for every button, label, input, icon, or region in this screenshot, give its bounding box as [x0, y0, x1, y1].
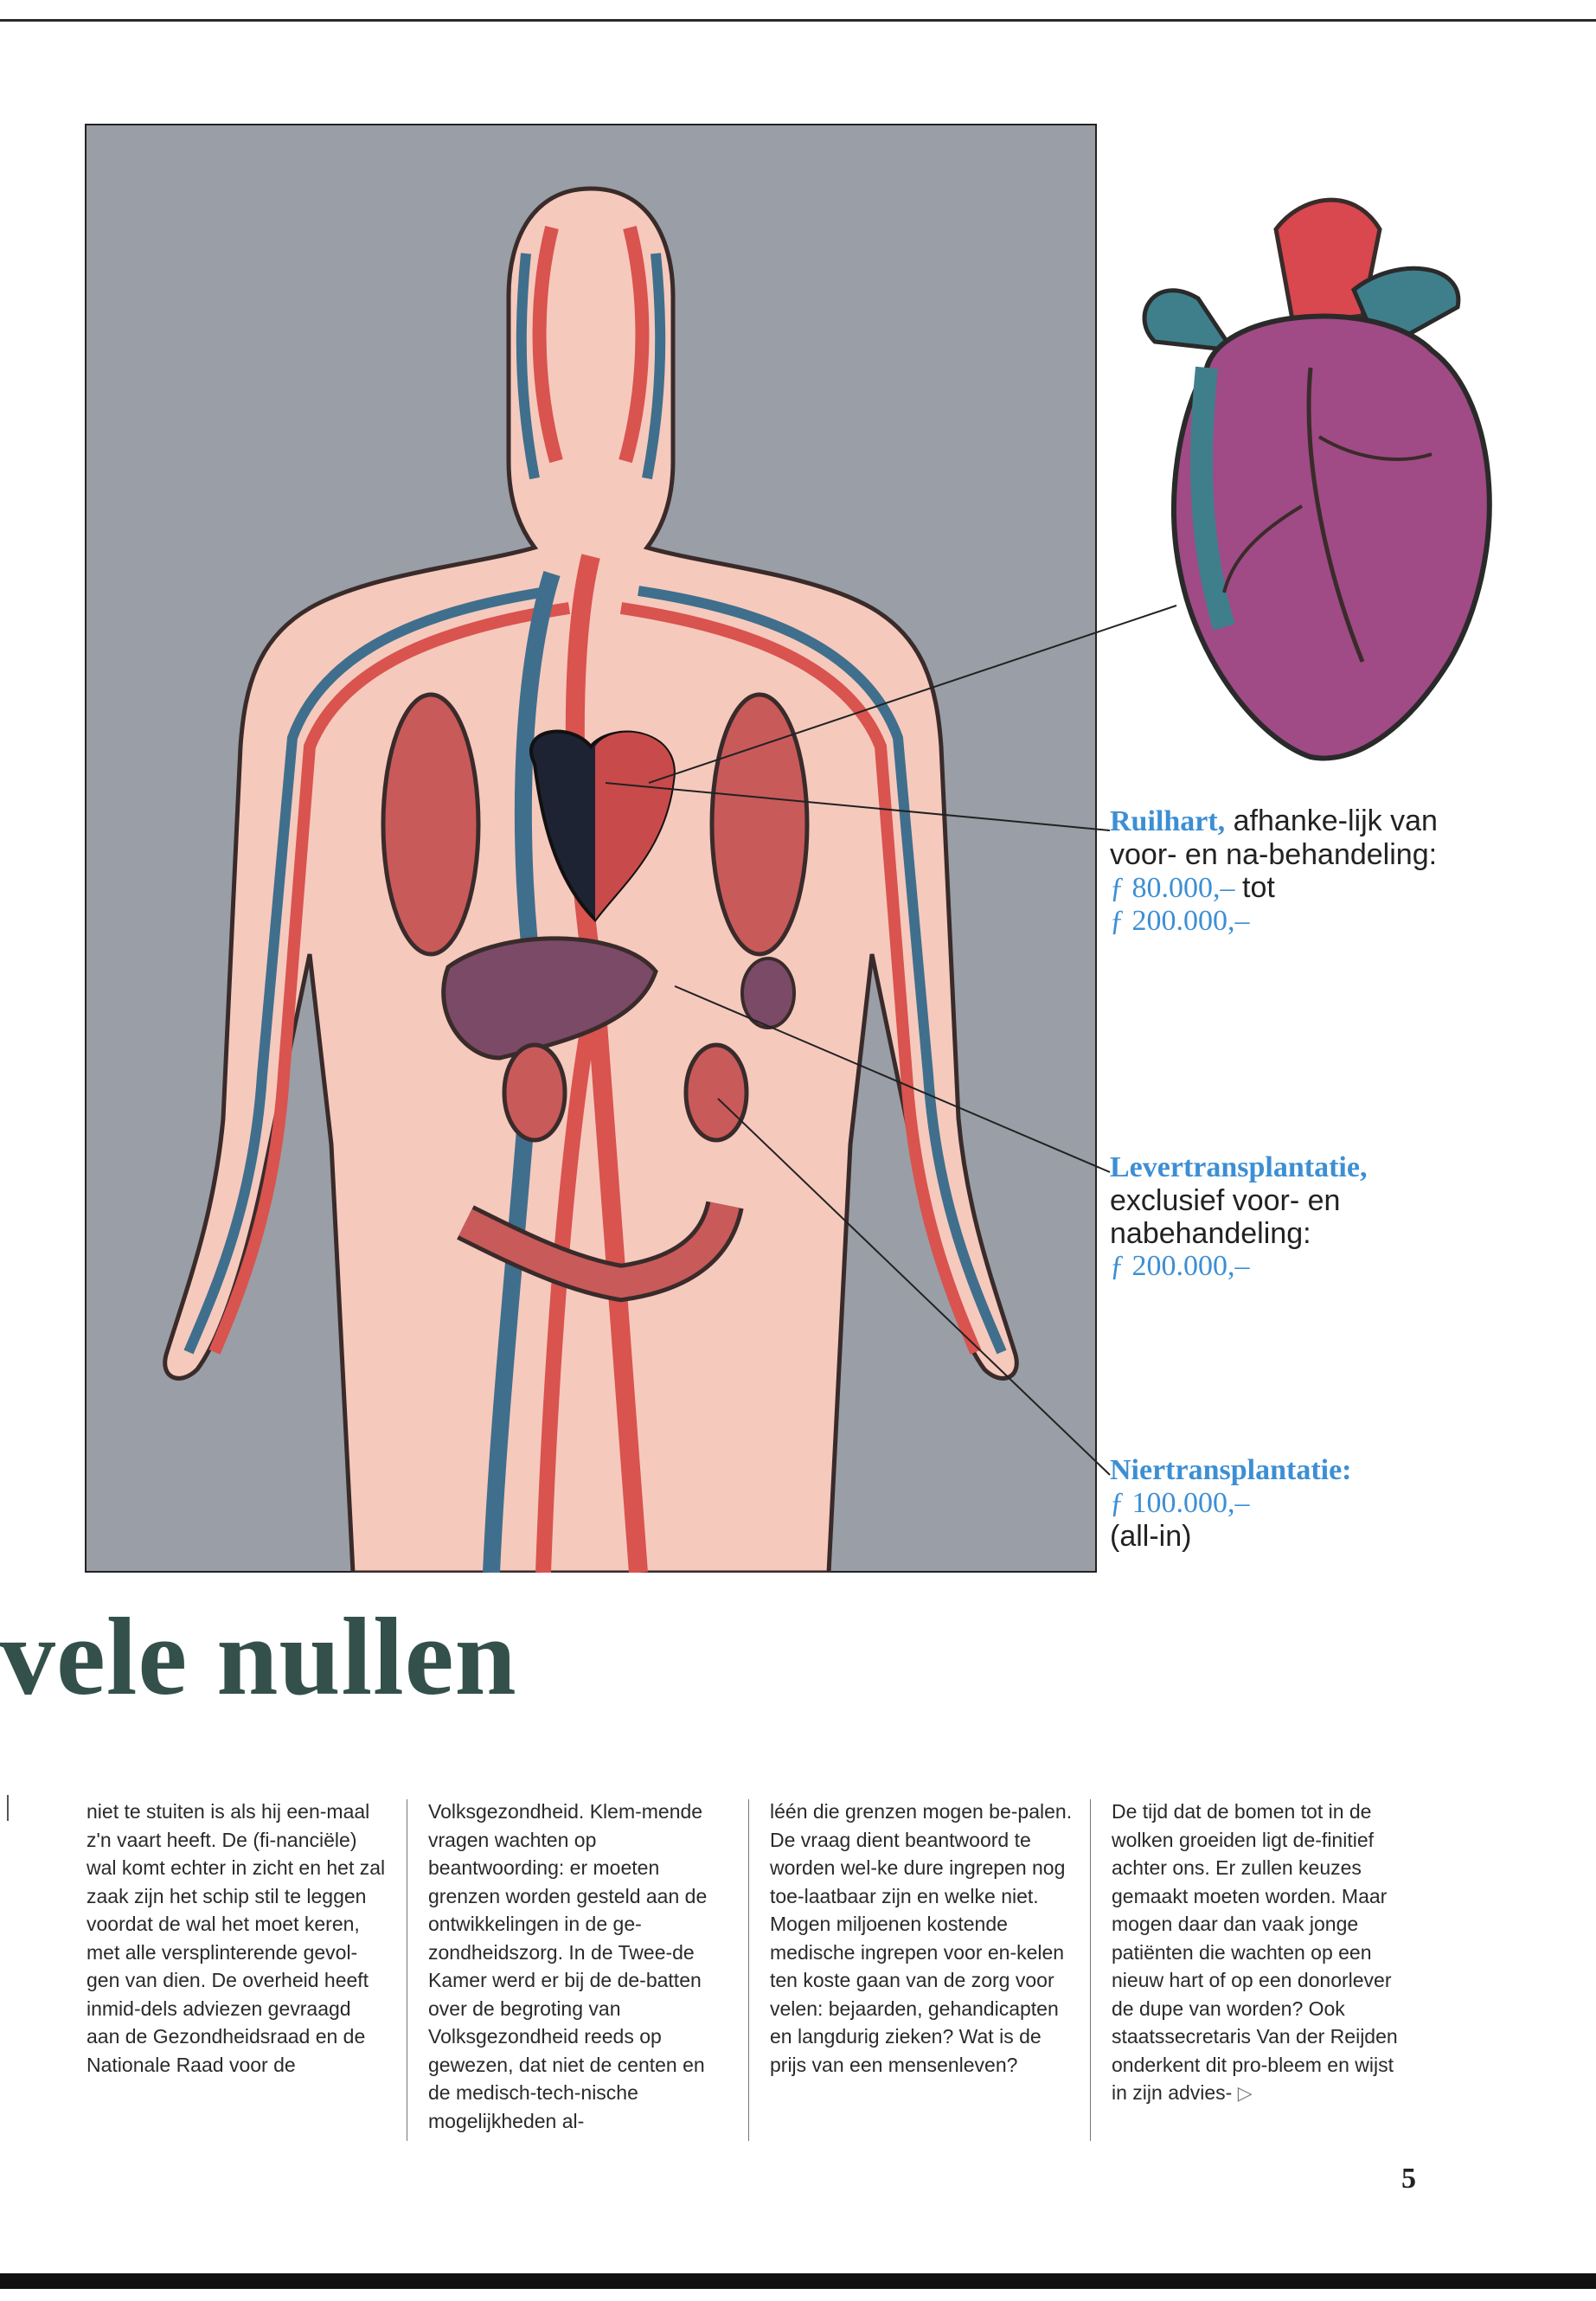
- bottom-rule: [0, 2273, 1596, 2289]
- heart-price-from: ƒ 80.000,–: [1110, 872, 1235, 904]
- top-rule: [0, 19, 1596, 22]
- kidney-callout-title: Niertransplantatie:: [1110, 1454, 1352, 1486]
- heart-price-to: ƒ 200.000,–: [1110, 905, 1250, 937]
- text-column-4: De tijd dat de bomen tot in de wolken groeiden ligt de-finitief achter ons. Er zullen keuzes gemaakt moeten worden. Maar mogen daar dan vaak jonge patiënten die wachten op een nieuw hart of op een donorlever de dupe van worden? Ook staatssecretaris Van der Reijden onderkent dit pro-bleem en wijst in zijn advies-: [1112, 1800, 1398, 2104]
- liver-callout-text: exclusief voor- en nabehandeling:: [1110, 1184, 1341, 1250]
- page-number: 5: [1401, 2163, 1416, 2195]
- text-column-4-wrapper: [1112, 1798, 1414, 2108]
- text-column-1: niet te stuiten is als hij een-maal z'n vaart heeft. De (fi-nanciële) wal komt echter in zicht en het zal zaak zijn het schip stil te leggen voordat de wal het moet keren, met alle versplinterende gevol-gen van dien. De overheid heeft inmid-dels adviezen gevraagd aan de Gezondheidsraad en de Nationale Raad voor de: [87, 1800, 386, 2076]
- heart-callout-text: afhanke-lijk van voor- en na-behandeling:: [1110, 804, 1438, 871]
- kidney-price: ƒ 100.000,–: [1110, 1487, 1250, 1519]
- text-column-3: léén die grenzen mogen be-palen. De vraag dient beantwoord te worden wel-ke dure ingrepen nog toe-laatbaar zijn en welke niet. Mogen miljoenen kostende medische ingrepen voor en-kelen ten koste gaan van de zorg voor velen: bejaarden, gehandicapten en langdurig zieken? Wat is de prijs van een mensenleven?: [770, 1800, 1073, 2076]
- article-headline: vele nullen: [0, 1595, 517, 1718]
- heart-transplant-callout: [1110, 804, 1456, 938]
- text-column-2: Volksgezondheid. Klem-mende vragen wachten op beantwoording: er moeten grenzen worden gesteld aan de ontwikkelingen in de ge-zondheidszorg. In de Twee-de Kamer werd er bij de de-batten over de begroting van Volksgezondheid reeds op gewezen, dat niet de centen en de medisch-tech-nische mogelijkheden al-: [428, 1800, 708, 2132]
- heart-price-to-word: tot: [1242, 871, 1275, 904]
- margin-mark: [7, 1795, 9, 1821]
- liver-callout-title: Levertransplantatie,: [1110, 1151, 1368, 1183]
- column-divider: [1090, 1799, 1091, 2141]
- liver-price: ƒ 200.000,–: [1110, 1250, 1250, 1282]
- kidney-transplant-callout: [1110, 1453, 1456, 1553]
- kidney-price-note: (all-in): [1110, 1520, 1192, 1553]
- heart-price-from-line: [1110, 871, 1456, 905]
- heart-callout-title: Ruilhart,: [1110, 805, 1226, 837]
- triangle-right-icon: ▷: [1237, 2082, 1253, 2104]
- circulatory-system-illustration: [85, 124, 1097, 1573]
- liver-transplant-callout: [1110, 1150, 1456, 1283]
- column-divider: [748, 1799, 749, 2141]
- heart-drawing: [1103, 177, 1509, 774]
